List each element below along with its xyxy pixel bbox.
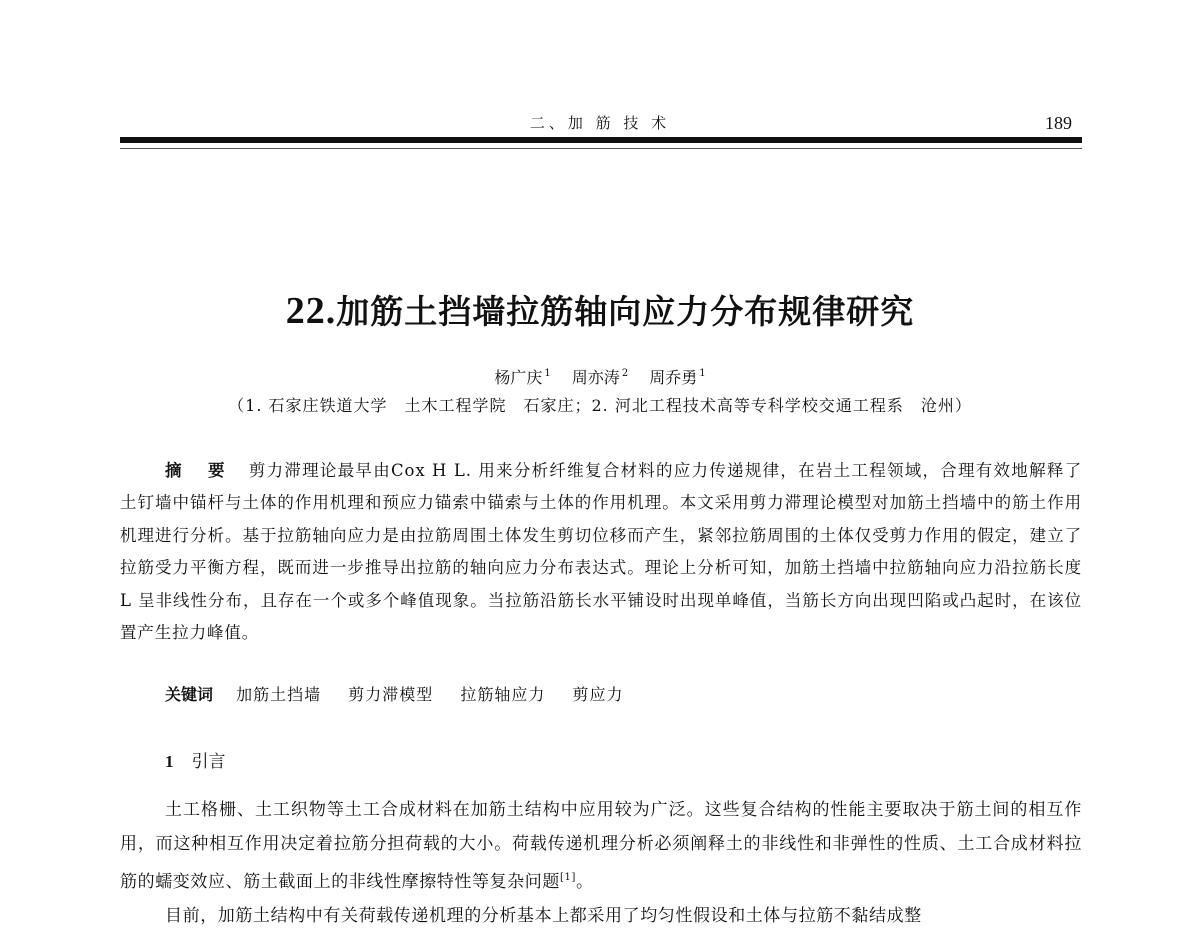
paper-title-text: 加筋土挡墙拉筋轴向应力分布规律研究: [336, 292, 915, 331]
citation-ref: [1]: [560, 872, 576, 883]
author-affiliation-mark: 1: [544, 368, 551, 379]
section-title: 引言: [191, 752, 226, 772]
author-affiliation-mark: 2: [621, 368, 629, 379]
abstract-text: 剪力滞理论最早由Cox H L. 用来分析纤维复合材料的应力传递规律，在岩土工程领域，合理有效地解释了土钉墙中锚杆与土体的作用机理和预应力锚索中锚索与土体的作用机理。本文采用剪力滞理论模型对加筋土挡墙中的筋土作用机理进行分析。基于拉筋轴向应力是由拉筋周围土体发生剪切位移而产生，紧邻拉筋周围的土体仅受剪力作用的假定，建立了拉筋受力平衡方程，既而进一步推导出拉筋的轴向应力分布表达式。理论上分析可知，加筋土挡墙中拉筋轴向应力沿拉筋长度 L 呈非线性分布，且存在一个或多个峰值现象。当拉筋沿筋长水平铺设时出现单峰值，当筋长方向出现凹陷或凸起时，在该位置产生拉力峰值。: [120, 461, 1082, 643]
keyword: 剪力滞模型: [348, 685, 434, 704]
author: [494, 361, 550, 391]
abstract-label: 摘 要: [165, 461, 235, 480]
page-number: 189: [1045, 113, 1072, 133]
body-text: [120, 793, 1082, 933]
keyword: 加筋土挡墙: [236, 685, 322, 704]
header-rule-thick: [120, 137, 1082, 143]
body-paragraph: [120, 793, 1082, 899]
author-name: 杨广庆: [494, 368, 543, 387]
paragraph-text: 土工格栅、土工织物等土工合成材料在加筋土结构中应用较为广泛。这些复合结构的性能主要取决于筋土间的相互作用，而这种相互作用决定着拉筋分担荷载的大小。荷载传递机理分析必须阐释土的非线性和非弹性的性质、土工合成材料拉筋的蠕变效应、筋土截面上的非线性摩擦特性等复杂问题: [120, 800, 1082, 892]
author: [649, 361, 705, 391]
body-paragraph: [120, 899, 1082, 933]
affiliation: （1. 石家庄铁道大学 土木工程学院 石家庄；2. 河北工程技术高等专科学校交通工程系 沧州）: [228, 396, 972, 415]
author: [572, 361, 628, 391]
abstract: [120, 455, 1082, 649]
paragraph-text: 目前，加筋土结构中有关荷载传递机理的分析基本上都采用了均匀性假设和土体与拉筋不黏结成整: [165, 906, 922, 926]
author-name: 周乔勇: [649, 368, 698, 387]
section-heading: [165, 747, 226, 777]
paper-title: [0, 288, 1200, 335]
running-header: [120, 112, 1080, 134]
paragraph-end: 。: [575, 872, 594, 892]
header-rule-thin: [120, 148, 1082, 149]
paper-number: 22.: [285, 290, 337, 332]
keywords-label: 关键词: [165, 685, 214, 704]
section-running-title: 二、加 筋 技 术: [529, 114, 671, 132]
keyword: 拉筋轴应力: [460, 685, 546, 704]
author-name: 周亦涛: [571, 368, 620, 387]
keyword: 剪应力: [572, 685, 624, 704]
section-number: 1: [165, 752, 174, 771]
author-list: [0, 361, 1200, 391]
keywords: [165, 680, 645, 710]
author-affiliation-mark: 1: [699, 368, 706, 379]
